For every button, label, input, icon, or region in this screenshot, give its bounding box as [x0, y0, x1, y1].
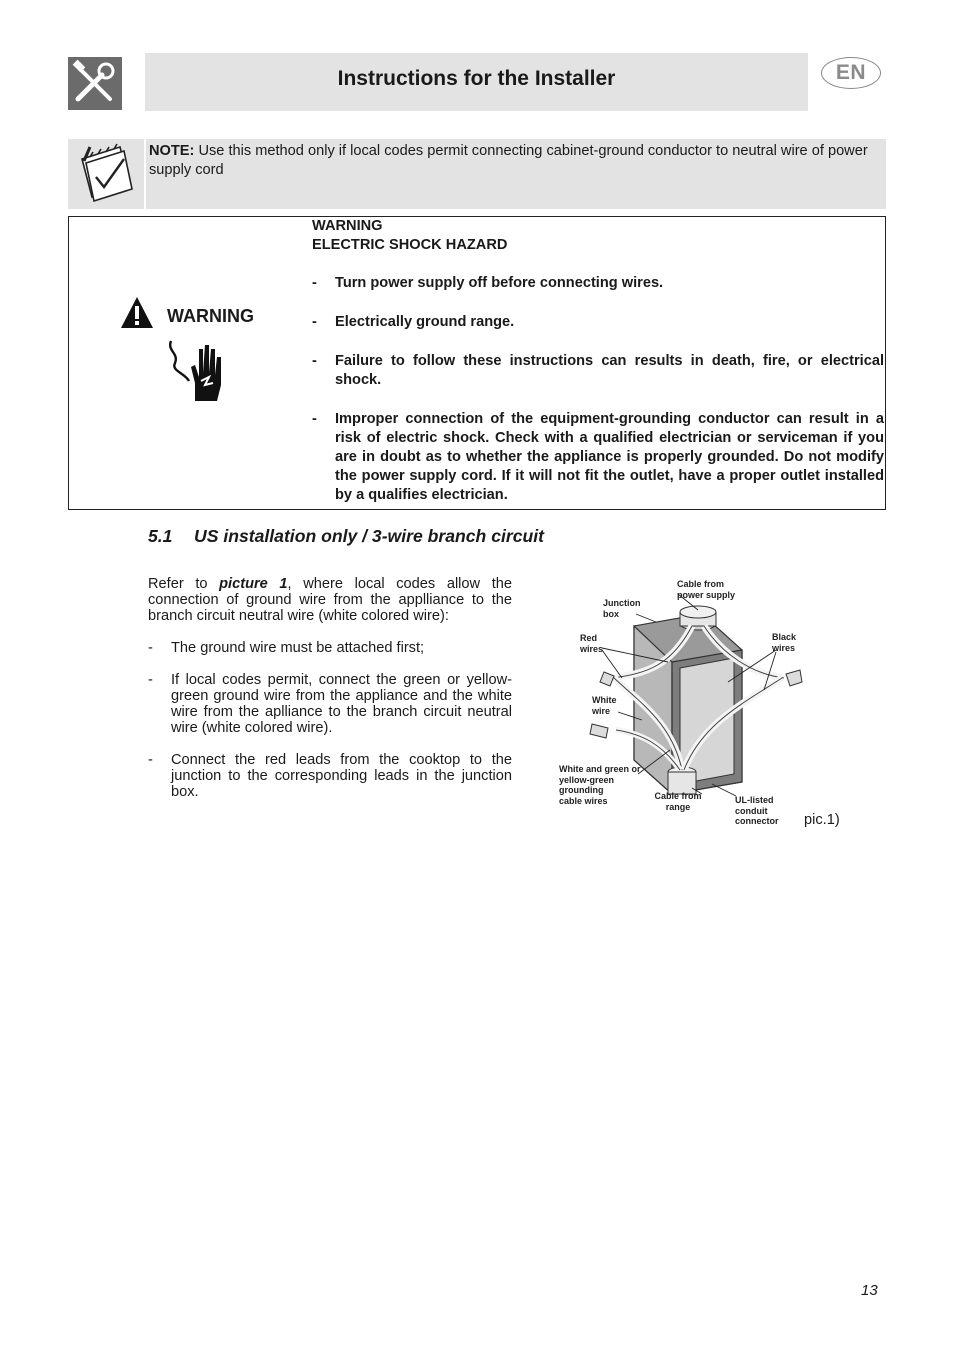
warning-label: WARNING [167, 306, 254, 326]
list-item-text: Connect the red leads from the cooktop to the junction to the corresponding leads in the junction box. [171, 752, 512, 800]
list-item: - If local codes permit, connect the green or yellow-green ground wire from the appliance and the white wire from the aplliance to the branch circuit neutral wire (white colored wire). [148, 672, 512, 736]
intro-pre: Refer to [148, 576, 220, 592]
label-line: White and green or [559, 764, 641, 774]
warning-panel [68, 216, 886, 510]
warning-item: - Electrically ground range. [312, 313, 884, 332]
notepad-icon [68, 139, 144, 209]
label-cable-from-range [652, 791, 704, 812]
label-line: wires [772, 642, 796, 653]
label-line: power supply [677, 589, 736, 600]
label-line: Red [580, 633, 598, 643]
warning-item-text: Turn power supply off before connecting wires. [335, 275, 664, 291]
label-line: wires [580, 643, 604, 654]
list-item-text: If local codes permit, connect the green or yellow-green ground wire from the appliance and the white wire from the aplliance to the branch circuit neutral wire (white colored wire). [171, 672, 512, 736]
intro-post: , where local codes allow the connection of ground wire from the applliance to the branch circuit neutral wire (white colored wire): [148, 576, 512, 624]
label-line: range [665, 801, 691, 812]
warning-item-text: Improper connection of the equipment-grounding conductor can result in a risk of electric shock. Check with a qualified electrician or serviceman if you are in doubt as to whether the appliance is properly grounded. Do not modify the power supply cord. If it will not fit the outlet, have a proper outlet installed by a qualifies electrician. [335, 411, 884, 503]
header-bar [145, 53, 808, 111]
figure-caption: pic.1) [804, 812, 840, 828]
electric-shock-hand-icon [161, 337, 225, 408]
junction-box-figure [552, 574, 852, 834]
warning-item: - Improper connection of the equipment-grounding conductor can result in a risk of electric shock. Check with a qualified electrician or serviceman if you are in doubt as to whether the appliance is properly grounded. Do not modify the power supply cord. If it will not fit the outlet, have a proper outlet installed by a qualifies electrician. [312, 411, 884, 503]
label-line: box [603, 608, 620, 619]
label-line: Black [772, 632, 797, 642]
label-white-wire [592, 695, 617, 716]
warning-triangle-icon [119, 295, 155, 336]
picture-reference: picture 1 [219, 576, 288, 592]
language-badge: EN [821, 57, 881, 89]
label-ul-listed-conduit-connector [735, 795, 779, 827]
note-text [149, 142, 883, 180]
label-line: White [592, 695, 617, 705]
warning-heading-2: ELECTRIC SHOCK HAZARD [312, 237, 508, 253]
warning-heading [312, 217, 507, 255]
label-line: connector [735, 816, 779, 826]
list-item-text: The ground wire must be attached first; [171, 640, 425, 656]
warning-item: - Failure to follow these instructions can results in death, fire, or electrical shock. [312, 353, 884, 388]
section-title [148, 526, 544, 547]
warning-item-text: Failure to follow these instructions can results in death, fire, or electrical shock. [335, 353, 884, 388]
label-line: Junction [603, 598, 641, 608]
list-item: - The ground wire must be attached first; [148, 640, 512, 656]
label-cable-from-power-supply [677, 579, 735, 600]
note-body: Use this method only if local codes permit connecting cabinet-ground conductor to neutral wire of power supply cord [149, 143, 868, 178]
note-label: NOTE: [149, 143, 195, 159]
warning-heading-1: WARNING [312, 218, 383, 234]
tools-icon [68, 57, 122, 110]
section-body [148, 576, 512, 816]
warning-item: - Turn power supply off before connecting wires. [312, 274, 884, 293]
label-line: cable wires [559, 795, 608, 806]
page-number: 13 [861, 1282, 878, 1299]
note-panel [146, 139, 886, 209]
label-line: Cable from [677, 579, 725, 589]
page-title: Instructions for the Installer [337, 67, 616, 90]
label-line: grounding [559, 785, 604, 795]
label-line: UL-listed [735, 795, 774, 805]
list-item: - Connect the red leads from the cooktop to the junction to the corresponding leads in the junction box. [148, 752, 512, 800]
label-grounding-cable-wires [559, 764, 641, 806]
intro-paragraph [148, 576, 512, 624]
label-line: Cable from [654, 791, 702, 801]
label-junction-box [603, 598, 641, 619]
label-black-wires [772, 632, 796, 653]
section-number: 5.1 [148, 526, 173, 546]
warning-list [312, 274, 884, 505]
label-red-wires [580, 633, 603, 654]
label-line: yellow-green [559, 774, 615, 785]
warning-item-text: Electrically ground range. [335, 314, 515, 330]
label-line: conduit [735, 805, 768, 816]
section-title-text: US installation only / 3-wire branch circuit [194, 526, 544, 546]
label-line: wire [592, 705, 611, 716]
